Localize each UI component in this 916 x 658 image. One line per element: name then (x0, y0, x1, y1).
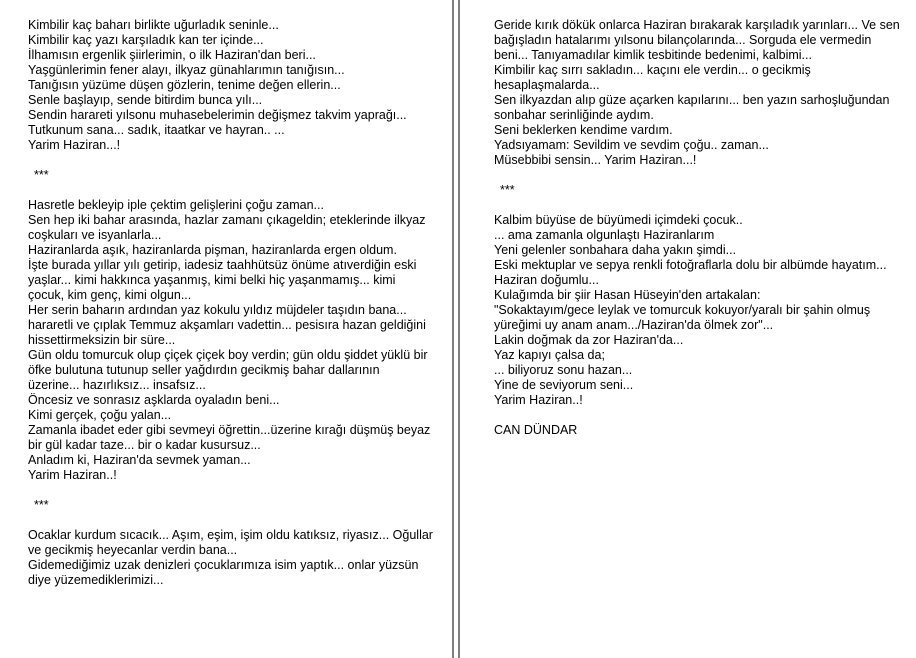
text-line: İşte burada yıllar yılı getirip, iadesiz taahhütsüz önüme atıverdiğin eski (28, 258, 417, 272)
section-separator: *** (34, 498, 49, 512)
text-line: Lakin doğmak da zor Haziran'da... (494, 333, 684, 347)
text-line: CAN DÜNDAR (494, 423, 578, 437)
left-page-text (28, 18, 433, 588)
text-line: İlhamısın ergenlik şiirlerimin, o ilk Haziran'dan beri... (28, 48, 316, 62)
text-line: bağışladın hatalarımı yılsonu bilançolarında... Sorguda ele vermedin (494, 33, 872, 47)
text-line: Senle başlayıp, sende bitirdim bunca yılı... (28, 93, 263, 107)
text-line: Geride kırık dökük onlarca Haziran bırakarak karşıladık yarınları... Ve sen (494, 18, 900, 32)
text-line: üzerine... hazırlıksız... insafsız... (28, 378, 206, 392)
text-line: Yaşgünlerimin fener alayı, ilkyaz günahlarımın tanığısın... (28, 63, 345, 77)
text-line: Haziran doğumlu... (494, 273, 599, 287)
text-line: Haziranlarda aşık, haziranlarda pişman, haziranlarda ergen oldum. (28, 243, 397, 257)
text-line: Tanığısın yüzüme düşen gözlerin, tenime değen ellerin... (28, 78, 341, 92)
left-page (0, 0, 452, 658)
text-line: Yine de seviyorum seni... (494, 378, 634, 392)
text-line: diye yüzemediklerimizi... (28, 573, 164, 587)
text-line: Kimi gerçek, çoğu yalan... (28, 408, 172, 422)
right-page (461, 0, 916, 658)
text-line: Kimbilir kaç yazı karşıladık kan ter içinde... (28, 33, 264, 47)
blank-line (28, 153, 433, 168)
text-line: yaşlar... kimi hakkınca yaşanmış, kimi belki hiç yaşanmamış... kimi (28, 273, 396, 287)
text-line: coşkuları ve isyanlarla... (28, 228, 162, 242)
page-divider-left (452, 0, 454, 658)
text-line: öfke bulutuna tutunup seller yağdırdın gecikmiş bahar dallarının (28, 363, 380, 377)
text-line: bir gül kadar taze... bir o kadar kusursuz... (28, 438, 261, 452)
text-line: yüreğimi uy anam anam.../Haziran'da ölmek zor"... (494, 318, 774, 332)
text-line: Kulağımda bir şiir Hasan Hüseyin'den artakalan: (494, 288, 761, 302)
text-line: Tutkunum sana... sadık, itaatkar ve hayran.. ... (28, 123, 285, 137)
text-line: Yaz kapıyı çalsa da; (494, 348, 605, 362)
blank-line (28, 183, 433, 198)
text-line: Zamanla ibadet eder gibi sevmeyi öğrettin...üzerine kırağı düşmüş beyaz (28, 423, 431, 437)
text-line: Kimbilir kaç sırrı sakladın... kaçını ele verdin... o gecikmiş (494, 63, 811, 77)
blank-line (494, 168, 900, 183)
text-line: sonbahar serinliğinde aydım. (494, 108, 654, 122)
text-line: Yarim Haziran..! (494, 393, 583, 407)
text-line: Anladım ki, Haziran'da sevmek yaman... (28, 453, 251, 467)
text-line: ... biliyoruz sonu hazan... (494, 363, 633, 377)
text-line: Yeni gelenler sonbahara daha yakın şimdi... (494, 243, 737, 257)
text-line: Kalbim büyüse de büyümedi içimdeki çocuk.. (494, 213, 743, 227)
text-line: Gün oldu tomurcuk olup çiçek çiçek boy verdin; gün oldu şiddet yüklü bir (28, 348, 428, 362)
text-line: Eski mektuplar ve sepya renkli fotoğraflarla dolu bir albümde hayatım... (494, 258, 887, 272)
blank-line (28, 513, 433, 528)
text-line: Sen ilkyazdan alıp güze açarken kapılarını... ben yazın sarhoşluğundan (494, 93, 890, 107)
text-line: beni... Tanıyamadılar kimlik tesbitinde bedenimi, kalbimi... (494, 48, 812, 62)
text-line: hararetli ve çıplak Temmuz akşamları vadettin... pesisıra hazan geldiğini (28, 318, 426, 332)
text-line: Kimbilir kaç baharı birlikte uğurladık seninle... (28, 18, 279, 32)
text-line: Gidemediğimiz uzak denizleri çocuklarımıza isim yaptık... onlar yüzsün (28, 558, 419, 572)
text-line: "Sokaktayım/gece leylak ve tomurcuk kokuyor/yaralı bir şahin olmuş (494, 303, 871, 317)
text-line: çocuk, kim genç, kimi olgun... (28, 288, 192, 302)
text-line: Yadsıyamam: Sevildim ve sevdim çoğu.. zaman... (494, 138, 769, 152)
blank-line (28, 483, 433, 498)
text-line: Sen hep iki bahar arasında, hazlar zamanı çıkageldin; eteklerinde ilkyaz (28, 213, 426, 227)
right-page-text (494, 18, 900, 438)
text-line: Her serin baharın ardından yaz kokulu yıldız müjdeler taşıdın bana... (28, 303, 407, 317)
text-line: Yarim Haziran..! (28, 468, 117, 482)
page-divider-right (458, 0, 460, 658)
section-separator: *** (500, 183, 515, 197)
text-line: hissettirmeksizin bir süre... (28, 333, 176, 347)
section-separator: *** (34, 168, 49, 182)
blank-line (494, 198, 900, 213)
text-line: Öncesiz ve sonrasız aşklarda oyaladın beni... (28, 393, 280, 407)
text-line: Yarim Haziran...! (28, 138, 121, 152)
text-line: Müsebbibi sensin... Yarim Haziran...! (494, 153, 697, 167)
text-line: hesaplaşmalarda... (494, 78, 600, 92)
text-line: Hasretle bekleyip iple çektim gelişlerini çoğu zaman... (28, 198, 324, 212)
text-line: ve gecikmiş heyecanlar verdin bana... (28, 543, 238, 557)
text-line: Seni beklerken kendime vardım. (494, 123, 673, 137)
text-line: Ocaklar kurdum sıcacık... Aşım, eşim, işim oldu katıksız, riyasız... Oğullar (28, 528, 433, 542)
blank-line (494, 408, 900, 423)
text-line: Sendin harareti yılsonu muhasebelerimin değişmez takvim yaprağı... (28, 108, 407, 122)
text-line: ... ama zamanla olgunlaştı Haziranlarım (494, 228, 715, 242)
